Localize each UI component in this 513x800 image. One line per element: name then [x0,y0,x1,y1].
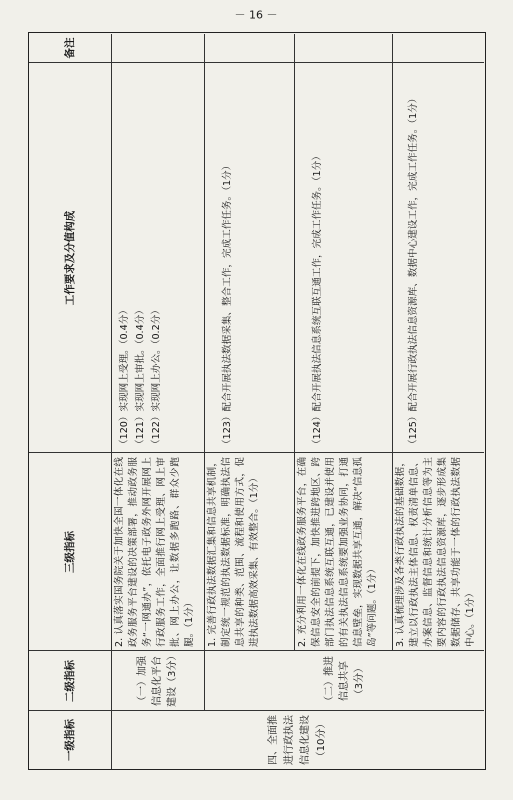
requirement-item: （120）实现网上受理。（0.4分） [119,305,130,449]
header-requirements: 工作要求及分值构成 [64,210,76,306]
requirements-cell: （123）配合开展执法数据采集、整合工作，完成工作任务。（1分） [222,160,233,449]
requirements-cell: （125）配合开展行政执法信息资源库、数据中心建设工作，完成工作任务。（1分） [408,93,419,449]
page-number: － 16 － [234,9,278,22]
level1-cell: 四、全面推进行政执法信息化建设（10分） [267,715,327,765]
level2-cell: （一）加强信息化平台建设（3分） [137,651,178,707]
requirements-cell: （124）配合开展执法信息系统互联互通工作，完成工作任务。（1分） [312,151,323,449]
level3-cell: 2. 充分利用一体化在线政务服务平台，在确保信息安全的前提下，加快推进跨地区、跨部门执法信息系统互联互通，已建设并使用的有关执法信息系统要加强业务协同，打通信息壁垒，实现数据共享互通，解决“信息孤岛”等问题。（1分） [297,457,378,647]
level3-cell: 2. 认真落实国务院关于加快全国一体化在线政务服务平台建设的决策部署，推动政务服务“一网通办”，依托电子政务外网开展网上行政服务工作，全面推行网上受理、网上审批、网上办公，让数据多跑路、群众少跑腿。（1分） [114,457,195,647]
level3-cell: 3. 认真梳理涉及各类行政执法的基础数据，建立以行政执法主体信息、权责清单信息、办案信息、监督信息和统计分析信息等为主要内容的行政执法信息资源库，逐步形成集数据储存、共享功能于一体的行政执法数据中心。（1分） [395,457,476,647]
header-level1: 一级指标 [64,719,76,761]
indicator-table [28,32,486,770]
level3-cell: 1. 完善行政执法数据汇集和信息共享机制，制定统一规范的执法数据标准，明确执法信息共享的种类、范围、流程和使用方式，促进执法数据高效采集、有效整合。（1分） [207,457,260,647]
header-level3: 三级指标 [64,531,76,573]
requirement-item: （122）实现网上办公。（0.2分） [151,305,162,449]
header-remarks: 备注 [64,37,76,59]
level2-cell: （二）推进信息共享（3分） [323,656,365,706]
requirements-cell [111,63,204,453]
requirement-item: （121）实现网上审批。（0.4分） [135,305,146,449]
header-level2: 二级指标 [64,660,76,702]
